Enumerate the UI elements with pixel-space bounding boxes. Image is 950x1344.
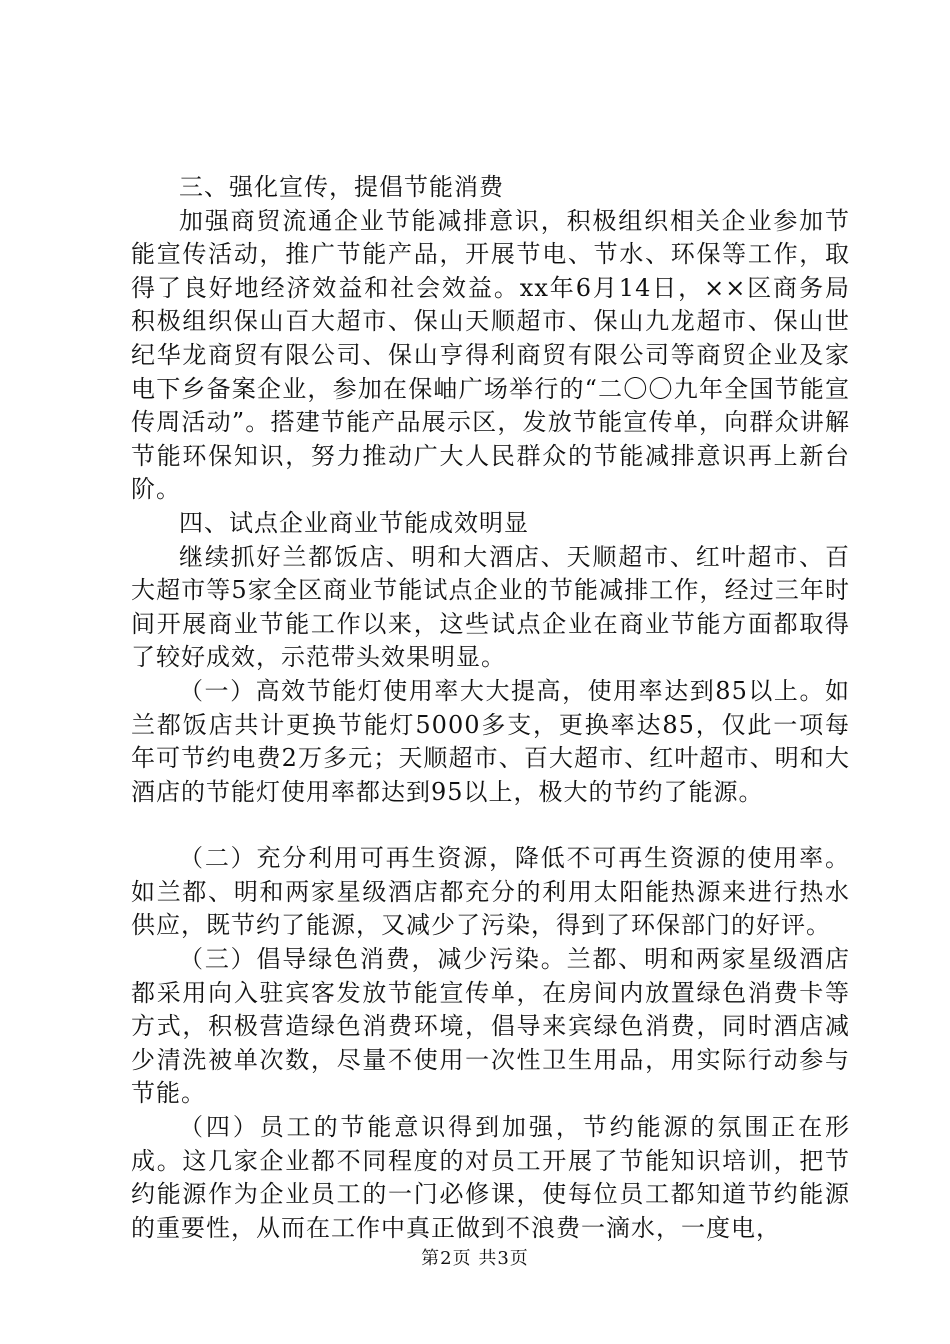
- paragraph-publicity: 加强商贸流通企业节能减排意识，积极组织相关企业参加节能宣传活动，推广节能产品，开展节电、节水、环保等工作，取得了良好地经济效益和社会效益。xx年6月14日，××区商务局积极组织保山百大超市、保山天顺超市、保山九龙超市、保山世纪华龙商贸有限公司、保山亨得利商贸有限公司等商贸企业及家电下乡备案企业，参加在保岫广场举行的“二〇〇九年全国节能宣传周活动”。搭建节能产品展示区，发放节能宣传单，向群众讲解节能环保知识，努力推动广大人民群众的节能减排意识再上新台阶。: [131, 206, 850, 504]
- section-heading-4: 四、试点企业商业节能成效明显: [179, 508, 529, 537]
- paragraph-item-1: （一）高效节能灯使用率大大提高，使用率达到85以上。如兰都饭店共计更换节能灯5000多支，更换率达85，仅此一项每年可节约电费2万多元；天顺超市、百大超市、红叶超市、明和大酒店的节能灯使用率都达到95以上，极大的节约了能源。: [131, 676, 850, 806]
- page-footer: 第2页 共3页: [421, 1248, 529, 1269]
- paragraph-item-3: （三）倡导绿色消费，减少污染。兰都、明和两家星级酒店都采用向入驻宾客发放节能宣传单，在房间内放置绿色消费卡等方式，积极营造绿色消费环境，倡导来宾绿色消费，同时酒店减少清洗被单次数，尽量不使用一次性卫生用品，用实际行动参与节能。: [131, 945, 850, 1108]
- document-body: [131, 171, 850, 1245]
- paragraph-item-4: （四）员工的节能意识得到加强，节约能源的氛围正在形成。这几家企业都不同程度的对员工开展了节能知识培训，把节约能源作为企业员工的一门必修课，使每位员工都知道节约能源的重要性，从而在工作中真正做到不浪费一滴水，一度电，: [131, 1113, 850, 1242]
- paragraph-item-2: （二）充分利用可再生资源，降低不可再生资源的使用率。如兰都、明和两家星级酒店都充分的利用太阳能热源来进行热水供应，既节约了能源，又减少了污染，得到了环保部门的好评。: [131, 844, 850, 940]
- paragraph-pilot-enterprises: 继续抓好兰都饭店、明和大酒店、天顺超市、红叶超市、百大超市等5家全区商业节能试点企业的节能减排工作，经过三年时间开展商业节能工作以来，这些试点企业在商业节能方面都取得了较好成效，示范带头效果明显。: [131, 542, 850, 672]
- section-heading-3: 三、强化宣传，提倡节能消费: [179, 173, 504, 201]
- paragraph-spacer: [131, 809, 850, 842]
